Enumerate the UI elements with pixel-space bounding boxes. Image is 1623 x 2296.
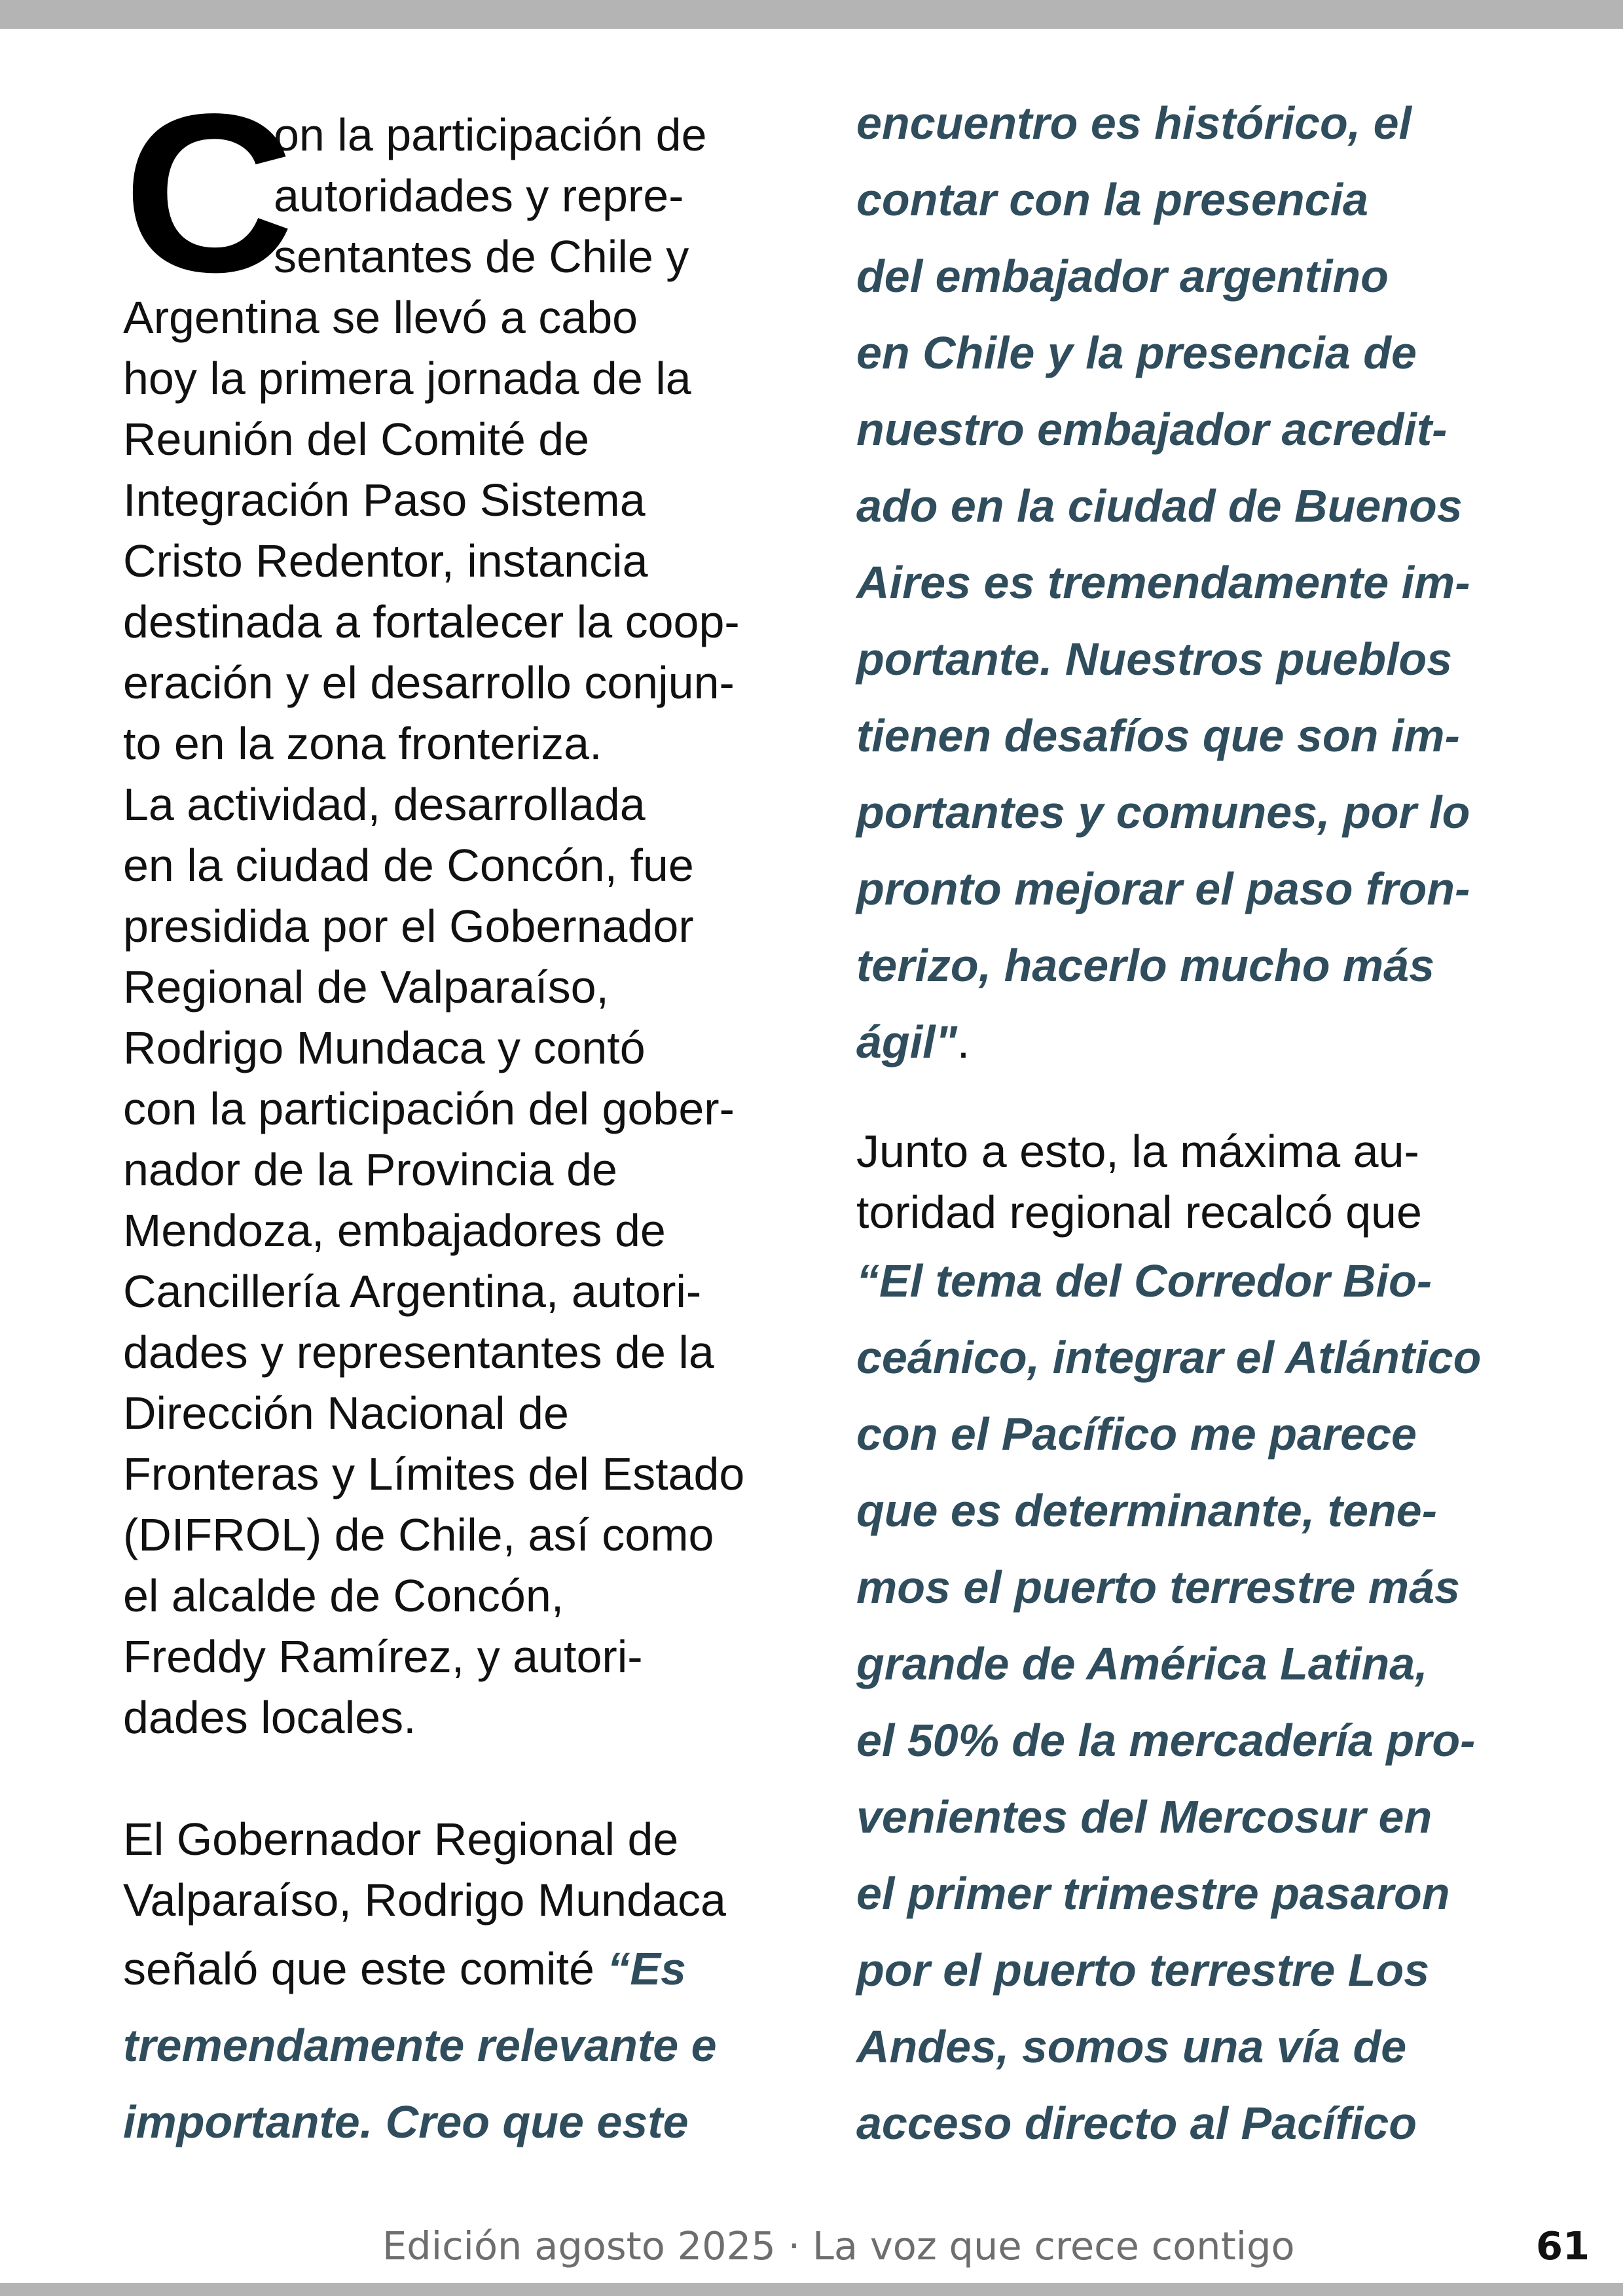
quote-line: importante. Creo que este bbox=[123, 2096, 689, 2147]
left-column bbox=[123, 67, 778, 2161]
plain-text: señaló que este comité bbox=[123, 1943, 608, 1994]
quote-line: “El tema del Corredor Bio- bbox=[856, 1255, 1432, 1306]
drop-cap: C bbox=[123, 67, 295, 319]
page-footer bbox=[0, 2220, 1623, 2279]
quote-block-2 bbox=[856, 1243, 1511, 2162]
quote-line: ado en la ciudad de Buenos bbox=[856, 480, 1463, 531]
text-line: Reunión del Comité de bbox=[123, 414, 590, 465]
text-line: toridad regional recalcó que bbox=[856, 1187, 1422, 1238]
paragraph-activity bbox=[123, 774, 778, 1748]
text-line: on la participación de bbox=[274, 109, 707, 160]
text-line: Argentina se llevó a cabo bbox=[123, 292, 638, 343]
quote-block-1 bbox=[856, 85, 1511, 1081]
quote-line: del embajador argentino bbox=[856, 251, 1389, 302]
quote-line: portante. Nuestros pueblos bbox=[856, 634, 1453, 685]
quote-line: nuestro embajador acredit- bbox=[856, 404, 1448, 455]
quote-line: contar con la presencia bbox=[856, 174, 1368, 225]
text-line: Cancillería Argentina, autori- bbox=[123, 1266, 702, 1317]
text-line: Regional de Valparaíso, bbox=[123, 961, 609, 1013]
text-line: El Gobernador Regional de bbox=[123, 1814, 679, 1865]
text-line: Valparaíso, Rodrigo Mundaca bbox=[123, 1874, 726, 1926]
text-line: Rodrigo Mundaca y contó bbox=[123, 1022, 646, 1073]
text-line: destinada a fortalecer la coop- bbox=[123, 596, 740, 647]
quote-line: que es determinante, tene- bbox=[856, 1485, 1437, 1536]
quote-line: Aires es tremendamente im- bbox=[856, 557, 1470, 608]
text-line: Junto a esto, la máxima au- bbox=[856, 1126, 1419, 1177]
text-line: Freddy Ramírez, y autori- bbox=[123, 1631, 643, 1682]
footer-edition-text: Edición agosto 2025 · La voz que crece contigo bbox=[382, 2223, 1295, 2269]
text-line: to en la zona fronteriza. bbox=[123, 718, 602, 769]
text-line: dades locales. bbox=[123, 1692, 416, 1743]
quote-text: ágil" bbox=[856, 1016, 957, 1067]
text-line: con la participación del gober- bbox=[123, 1083, 735, 1134]
quote-line: en Chile y la presencia de bbox=[856, 327, 1417, 378]
mixed-line bbox=[856, 1004, 1511, 1081]
quote-line: terizo, hacerlo mucho más bbox=[856, 940, 1435, 991]
quote-line: pronto mejorar el paso fron- bbox=[856, 863, 1470, 914]
quote-line: el 50% de la mercadería pro- bbox=[856, 1715, 1476, 1766]
quote-line: tienen desafíos que son im- bbox=[856, 710, 1460, 761]
text-line: Integración Paso Sistema bbox=[123, 475, 646, 526]
text-line: Mendoza, embajadores de bbox=[123, 1205, 666, 1256]
quote-line: acceso directo al Pacífico bbox=[856, 2098, 1417, 2149]
quote-line: mos el puerto terrestre más bbox=[856, 1562, 1461, 1613]
text-line: dades y representantes de la bbox=[123, 1327, 714, 1378]
quote-line: el primer trimestre pasaron bbox=[856, 1868, 1450, 1919]
text-line: (DIFROL) de Chile, así como bbox=[123, 1509, 714, 1560]
right-column bbox=[856, 85, 1511, 2162]
quote-line: grande de América Latina, bbox=[856, 1638, 1428, 1689]
page-number: 61 bbox=[1536, 2223, 1590, 2269]
text-line: en la ciudad de Concón, fue bbox=[123, 840, 694, 891]
text-line: hoy la primera jornada de la bbox=[123, 353, 691, 404]
quote-line: Andes, somos una vía de bbox=[856, 2021, 1407, 2072]
text-line: sentantes de Chile y bbox=[274, 231, 689, 282]
mixed-line bbox=[123, 1931, 778, 2007]
top-border-bar bbox=[0, 0, 1623, 29]
text-line: Cristo Redentor, instancia bbox=[123, 535, 648, 586]
paragraph-regional-authority bbox=[856, 1121, 1511, 1243]
text-line: autoridades y repre- bbox=[274, 170, 684, 221]
text-line: eración y el desarrollo conjun- bbox=[123, 657, 735, 708]
bottom-border-bar bbox=[0, 2283, 1623, 2296]
text-line: nador de la Provincia de bbox=[123, 1144, 617, 1195]
quote-line: portantes y comunes, por lo bbox=[856, 787, 1470, 838]
text-line: Dirección Nacional de bbox=[123, 1388, 569, 1439]
paragraph-governor bbox=[123, 1809, 778, 2161]
quote-line: tremendamente relevante e bbox=[123, 2020, 717, 2071]
plain-text: . bbox=[957, 1016, 970, 1067]
quote-line: encuentro es histórico, el bbox=[856, 98, 1412, 149]
text-line: La actividad, desarrollada bbox=[123, 779, 646, 830]
quote-text: “Es bbox=[607, 1943, 686, 1994]
quote-line: con el Pacífico me parece bbox=[856, 1408, 1417, 1460]
text-line: el alcalde de Concón, bbox=[123, 1570, 564, 1621]
text-line: Fronteras y Límites del Estado bbox=[123, 1448, 745, 1499]
quote-line: ceánico, integrar el Atlántico bbox=[856, 1332, 1482, 1383]
text-line: presidida por el Gobernador bbox=[123, 901, 694, 952]
quote-line: por el puerto terrestre Los bbox=[856, 1945, 1430, 1996]
quote-line: venientes del Mercosur en bbox=[856, 1791, 1432, 1842]
